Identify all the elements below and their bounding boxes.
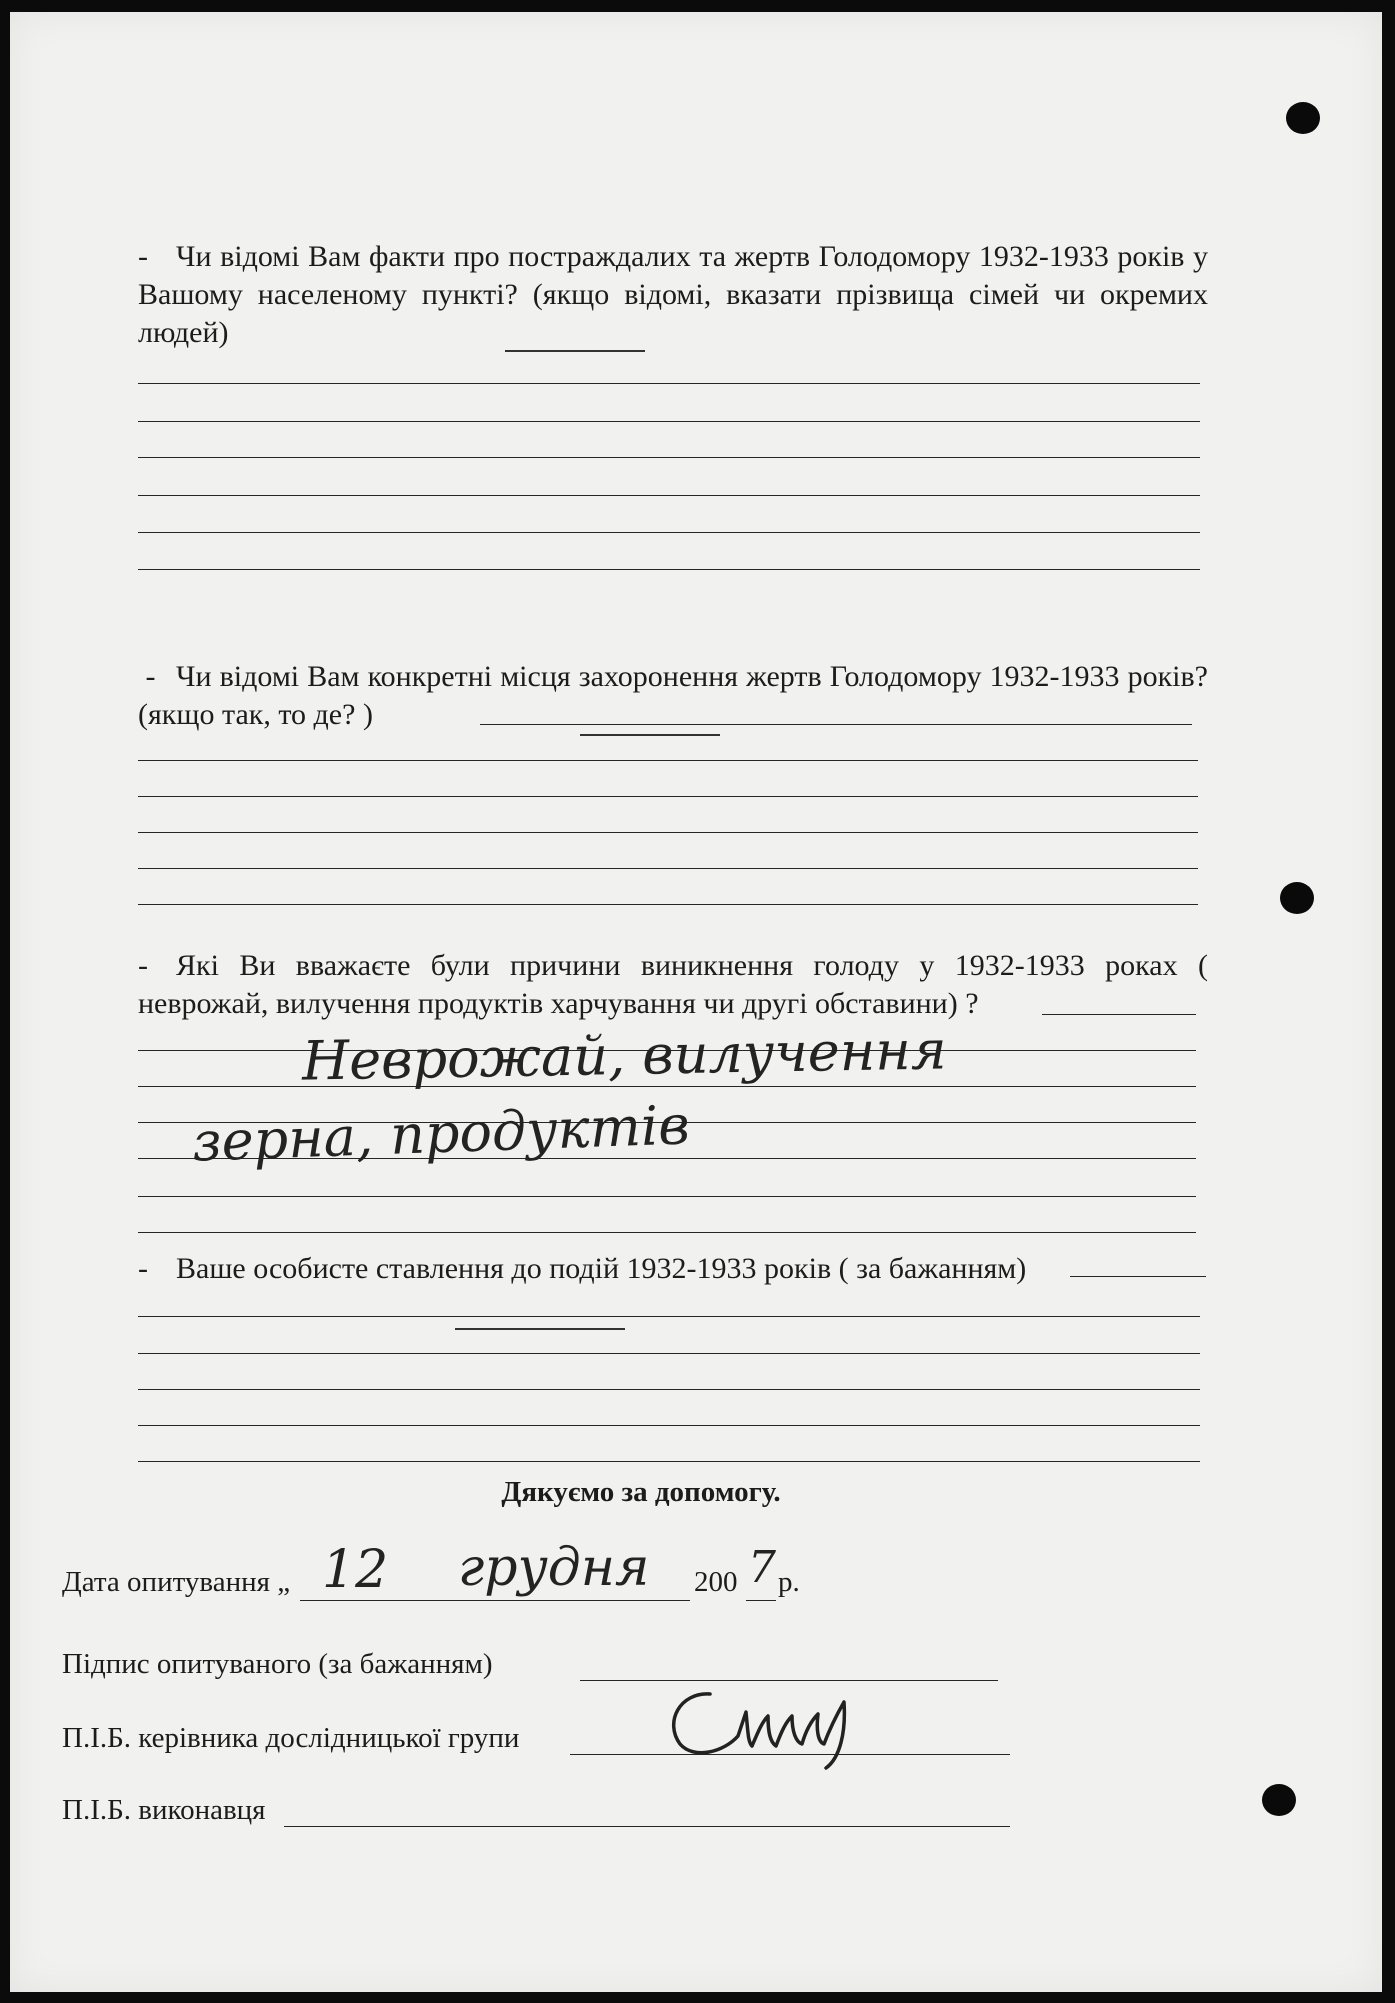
question-2: - Чи відомі Вам конкретні місця захоронення жертв Голодомору 1932-1933 років? (якщо так, то де? ) <box>138 660 1208 731</box>
answer-line <box>1070 1276 1206 1277</box>
answer-line <box>138 1461 1200 1462</box>
handwritten-year-digit: 7 <box>748 1542 776 1593</box>
executor-field-line <box>284 1826 1010 1827</box>
answer-line <box>138 868 1198 869</box>
dash-stroke <box>455 1328 625 1330</box>
answer-line <box>138 569 1200 570</box>
handwritten-date-month: грудня <box>458 1538 650 1598</box>
answer-line <box>1042 1014 1196 1015</box>
thanks-heading: Дякуємо за допомогу. <box>501 1476 781 1508</box>
answer-line <box>138 1353 1200 1354</box>
year-prefix: 200 <box>694 1566 738 1598</box>
answer-line <box>138 760 1198 761</box>
answer-line <box>138 495 1200 496</box>
answer-line <box>138 1389 1200 1390</box>
question-3: - Які Ви вважаєте були причини виникнення голоду у 1932-1933 роках ( неврожай, вилучення продуктів харчування чи другі обставини) ? <box>138 949 1208 1020</box>
answer-line <box>138 904 1198 905</box>
answer-line <box>138 832 1198 833</box>
answer-line <box>138 1232 1196 1233</box>
handwritten-answer-line-1: Неврожай, вилучення <box>301 1018 948 1093</box>
question-1-text: Чи відомі Вам факти про постраждалих та жертв Голодомору 1932-1933 років у Вашому населеному пункті? (якщо відомі, вказати прізвища сімей чи окремих людей) <box>138 240 1208 349</box>
question-4-text: Ваше особисте ставлення до подій 1932-1933 років ( за бажанням) <box>176 1252 1027 1285</box>
leader-label: П.І.Б. керівника дослідницької групи <box>62 1722 520 1754</box>
answer-line <box>138 1316 1200 1317</box>
leader-row <box>62 1720 519 1756</box>
answer-line <box>138 532 1200 533</box>
answer-line <box>138 457 1200 458</box>
handwritten-answer-line-2: зерна, продуктів <box>191 1093 691 1174</box>
answer-line <box>138 421 1200 422</box>
answer-line <box>138 1196 1196 1197</box>
punch-hole-top <box>1286 102 1320 134</box>
date-row <box>62 1564 290 1600</box>
signature-row <box>62 1646 493 1682</box>
answer-line <box>138 1425 1200 1426</box>
executor-label: П.І.Б. виконавця <box>62 1794 266 1826</box>
executor-row <box>62 1792 266 1828</box>
signature-label: Підпис опитуваного (за бажанням) <box>62 1648 493 1680</box>
dash-stroke <box>580 734 720 736</box>
punch-hole-middle <box>1280 882 1314 914</box>
year-suffix: р. <box>778 1566 800 1598</box>
punch-hole-bottom <box>1262 1784 1296 1816</box>
handwritten-date-day: 12 <box>322 1540 389 1600</box>
answer-line <box>138 796 1198 797</box>
question-1: - Чи відомі Вам факти про постраждалих та жертв Голодомору 1932-1933 років у Вашому населеному пункті? (якщо відомі, вказати прізвища сімей чи окремих людей) <box>138 240 1208 349</box>
answer-line <box>480 724 1192 725</box>
year-field-line <box>746 1600 776 1601</box>
question-4: - Ваше особисте ставлення до подій 1932-1933 років ( за бажанням) <box>138 1252 1027 1285</box>
leader-signature-icon <box>650 1672 890 1772</box>
questionnaire-page <box>10 12 1382 1992</box>
dash-stroke <box>505 350 645 352</box>
date-label: Дата опитування „ <box>62 1566 291 1598</box>
answer-line <box>138 383 1200 384</box>
date-field-line <box>300 1600 690 1601</box>
date-year <box>694 1564 738 1600</box>
question-2-text: Чи відомі Вам конкретні місця захоронення жертв Голодомору 1932-1933 років? (якщо так, то де? ) <box>138 660 1208 731</box>
question-3-text: Які Ви вважаєте були причини виникнення голоду у 1932-1933 роках ( неврожай, вилучення продуктів харчування чи другі обставини) ? <box>138 949 1208 1020</box>
